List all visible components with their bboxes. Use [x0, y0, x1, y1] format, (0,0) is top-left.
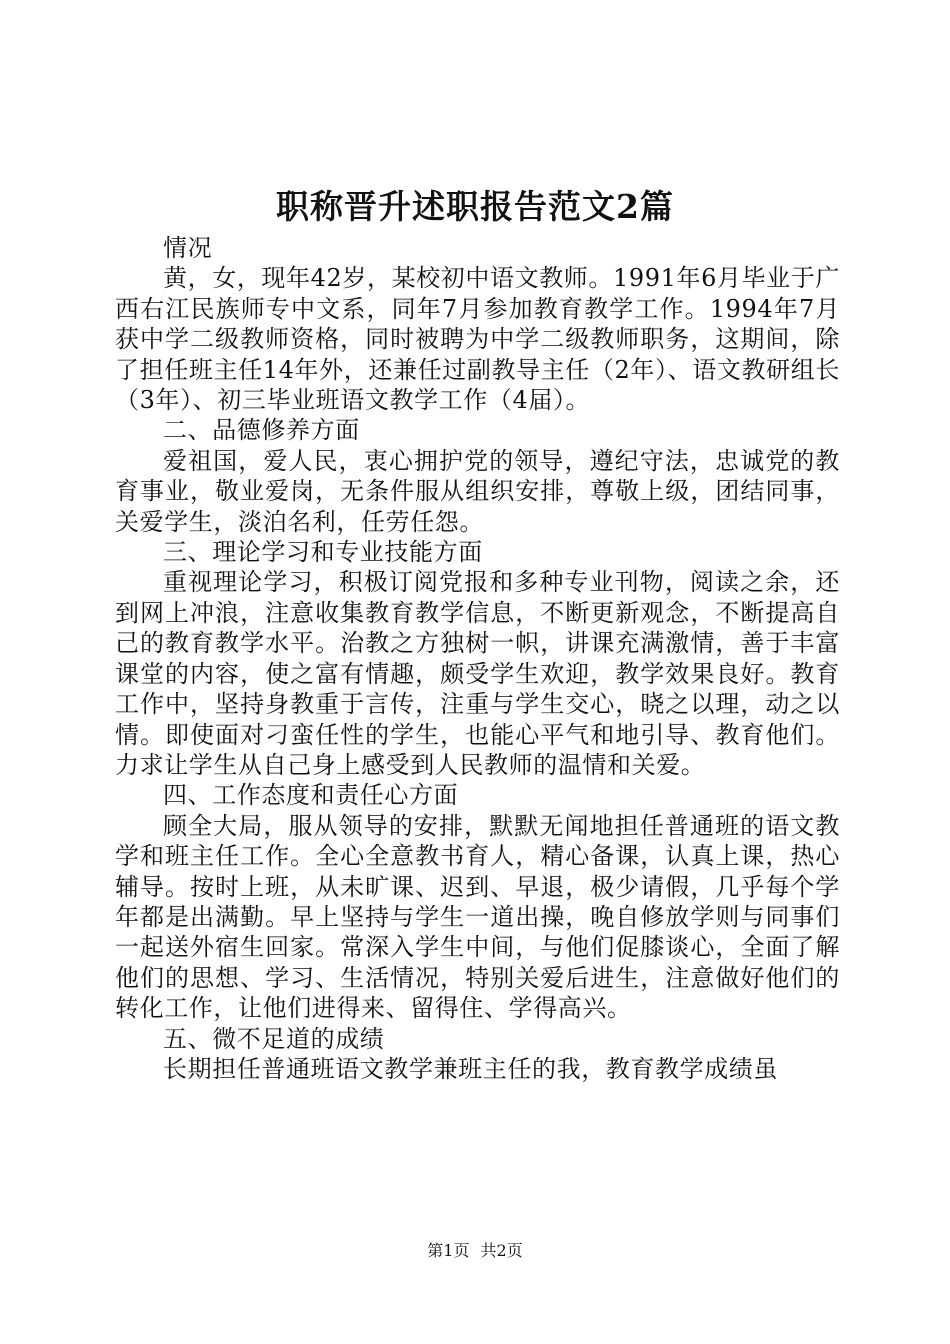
paragraph-achievements: 长期担任普通班语文教学兼班主任的我，教育教学成绩虽 — [163, 1054, 778, 1083]
document-title: 职称晋升述职报告范文2篇 — [276, 187, 674, 226]
page-number-current: 第1页 — [427, 1241, 470, 1260]
paragraph-attitude: 顾全大局，服从领导的安排，默默无闻地担任普通班的语文教学和班主任工作。全心全意教书育人，精心备课，认真上课，热心辅导。按时上班，从未旷课、迟到、早退，极少请假，几乎每个学年都是出满勤。早上坚持与学生一道出操，晚自修放学则与同事们一起送外宿生回家。常深入学生中间，与他们促膝谈心，全面了解他们的思想、学习、生活情况，特别关爱后进生，注意做好他们的转化工作，让他们进得来、留得住、学得高兴。 — [115, 811, 840, 1023]
paragraph-intro: 黄，女，现年42岁，某校初中语文教师。1991年6月毕业于广西右江民族师专中文系，同年7月参加教育教学工作。1994年7月获中学二级教师资格，同时被聘为中学二级教师职务，这期间，除了担任班主任14年外，还兼任过副教导主任（2年）、语文教研组长（3年）、初三毕业班语文教学工作（4届）。 — [115, 264, 840, 415]
paragraph-intro-heading: 情况 — [163, 234, 213, 262]
paragraph-morality: 爱祖国，爱人民，衷心拥护党的领导，遵纪守法，忠诚党的教育事业，敬业爱岗，无条件服从组织安排，尊敬上级，团结同事，关爱学生，淡泊名利，任劳任怨。 — [115, 446, 840, 536]
document-body — [115, 233, 840, 1084]
section-heading-theory: 三、理论学习和专业技能方面 — [163, 538, 483, 567]
page-number-total: 共2页 — [480, 1241, 523, 1260]
section-heading-achievements: 五、微不足道的成绩 — [163, 1024, 385, 1053]
paragraph-theory: 重视理论学习，积极订阅党报和多种专业刊物，阅读之余，还到网上冲浪，注意收集教育教学信息，不断更新观念，不断提高自己的教育教学水平。治教之方独树一帜，讲课充满激情，善于丰富课堂的内容，使之富有情趣，颇受学生欢迎，教学效果良好。教育工作中，坚持身教重于言传，注重与学生交心，晓之以理，动之以情。即使面对刁蛮任性的学生，也能心平气和地引导、教育他们。力求让学生从自己身上感受到人民教师的温情和关爱。 — [115, 568, 840, 779]
section-heading-morality: 二、品德修养方面 — [163, 416, 360, 445]
section-heading-attitude: 四、工作态度和责任心方面 — [163, 781, 459, 810]
page-footer — [0, 1240, 950, 1262]
